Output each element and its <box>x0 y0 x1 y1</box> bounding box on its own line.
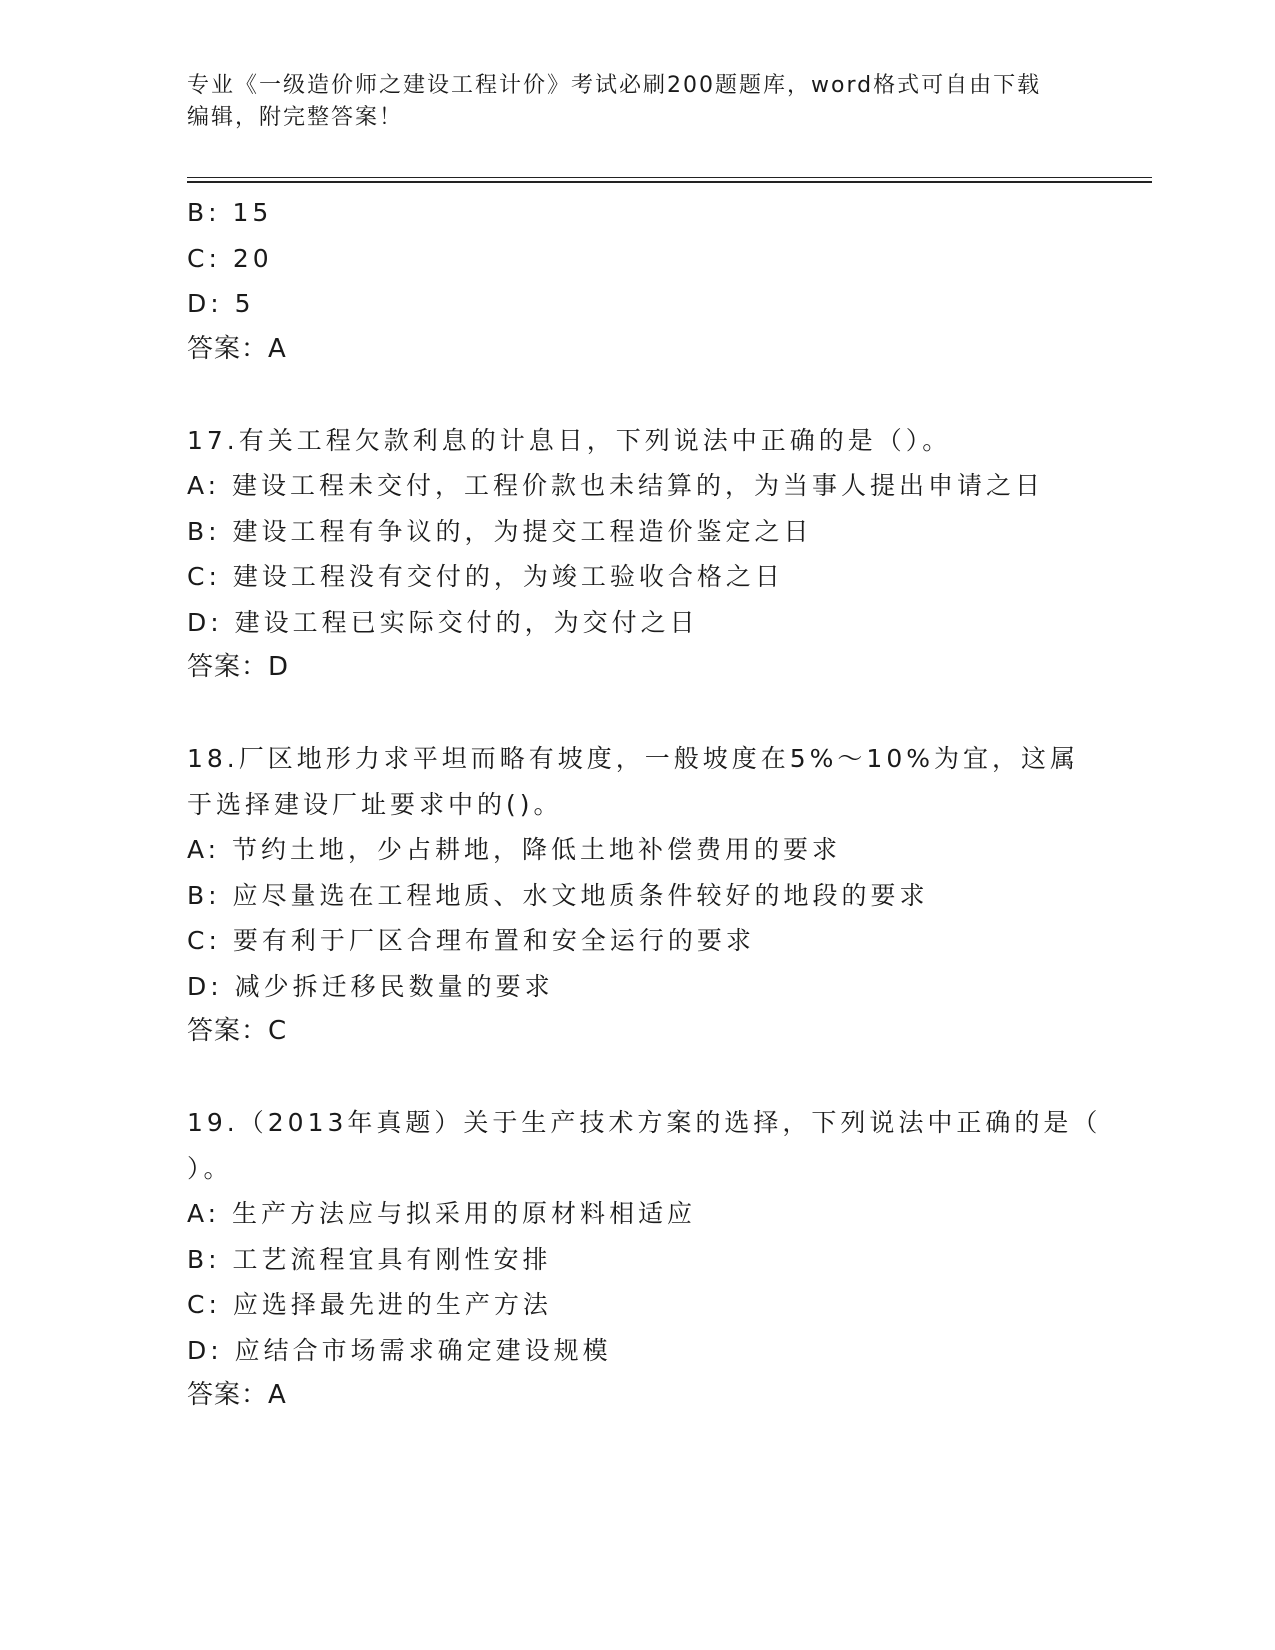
question-16-tail <box>187 190 1087 372</box>
question-17 <box>187 418 1087 691</box>
question-list <box>187 190 1102 1419</box>
question-19 <box>187 1100 1102 1419</box>
option-d: D: 建设工程已实际交付的，为交付之日 <box>187 607 699 637</box>
question-stem-line-1: 18.厂区地形力求平坦而略有坡度，一般坡度在5%～10%为宜，这属 <box>187 744 1079 773</box>
question-stem-line-2: ）。 <box>187 1153 233 1183</box>
option-b: B: 应尽量选在工程地质、水文地质条件较好的地段的要求 <box>187 880 929 910</box>
spacer <box>187 1055 1087 1101</box>
header-line-2: 编辑，附完整答案！ <box>187 105 404 130</box>
header-line-1: 专业《一级造价师之建设工程计价》考试必刷200题题库，word格式可自由下载 <box>187 73 1042 98</box>
option-b: B: 建设工程有争议的，为提交工程造价鉴定之日 <box>187 516 813 546</box>
question-stem: 17.有关工程欠款利息的计息日，下列说法中正确的是（）。 <box>187 425 952 455</box>
option-d: D: 5 <box>187 289 255 318</box>
page-header <box>187 70 1067 134</box>
header-rule-thick <box>187 181 1152 183</box>
option-c: C: 20 <box>187 243 273 273</box>
option-c: C: 建设工程没有交付的，为竣工验收合格之日 <box>187 562 784 591</box>
option-b: B: 15 <box>187 198 273 227</box>
question-stem-line-2: 于选择建设厂址要求中的()。 <box>187 789 563 819</box>
spacer <box>187 372 1087 418</box>
header-rule-thin <box>187 177 1152 178</box>
option-d: D: 应结合市场需求确定建设规模 <box>187 1335 612 1365</box>
option-d: D: 减少拆迁移民数量的要求 <box>187 971 554 1001</box>
answer-line: 答案：A <box>187 1380 287 1410</box>
option-b: B: 工艺流程宜具有刚性安排 <box>187 1244 552 1274</box>
answer-line: 答案：D <box>187 652 290 682</box>
answer-line: 答案：A <box>187 333 287 364</box>
option-a: A: 建设工程未交付，工程价款也未结算的，为当事人提出申请之日 <box>187 471 1045 500</box>
option-c: C: 应选择最先进的生产方法 <box>187 1290 552 1319</box>
option-a: A: 生产方法应与拟采用的原材料相适应 <box>187 1199 697 1228</box>
question-stem-line-1: 19.（2013年真题）关于生产技术方案的选择，下列说法中正确的是（ <box>187 1108 1102 1137</box>
option-a: A: 节约土地，少占耕地，降低土地补偿费用的要求 <box>187 835 842 864</box>
question-18 <box>187 736 1087 1055</box>
option-c: C: 要有利于厂区合理布置和安全运行的要求 <box>187 926 755 955</box>
spacer <box>187 691 1087 737</box>
answer-line: 答案：C <box>187 1016 288 1046</box>
